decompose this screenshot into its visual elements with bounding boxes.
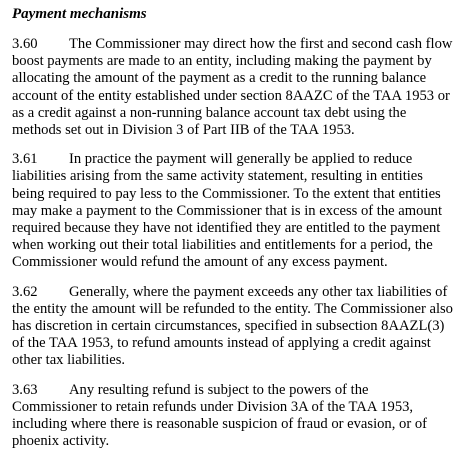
paragraph-3-63 bbox=[12, 382, 457, 451]
paragraph-text: In practice the payment will generally be applied to reduce liabilities arising from the same activity statement, resulting in entities being required to pay less to the Commissioner. To the extent that entities may make a payment to the Commissioner that is in excess of the amount required because they have not identified they are entitled to the payment when working out their total liabilities and entitlements for a period, the Commissioner would refund the amount of any excess payment. bbox=[12, 151, 443, 271]
paragraph-number: 3.63 bbox=[12, 381, 38, 398]
paragraph-3-62 bbox=[12, 284, 457, 370]
paragraph-text: Any resulting refund is subject to the powers of the Commissioner to retain refunds under Division 3A of the TAA 1953, including where there is reasonable suspicion of fraud or evasion, or of phoenix activity. bbox=[12, 381, 427, 450]
paragraph-number: 3.60 bbox=[12, 36, 38, 52]
section-heading: Payment mechanisms bbox=[12, 6, 147, 22]
paragraph-text: The Commissioner may direct how the first and second cash flow boost payments are made to an entity, including making the payment by allocating the amount of the payment as a credit to the running balance account of the entity established under section 8AAZC of the TAA 1953 or as a credit against a non-running balance account tax debt using the methods set out in Division 3 of Part IIB of the TAA 1953. bbox=[12, 36, 453, 139]
paragraph-3-60 bbox=[12, 36, 457, 139]
paragraph-number: 3.62 bbox=[12, 283, 38, 300]
paragraph-number: 3.61 bbox=[12, 151, 38, 168]
paragraph-3-61 bbox=[12, 151, 457, 271]
paragraph-text: Generally, where the payment exceeds any other tax liabilities of the entity the amount will be refunded to the entity. The Commissioner also has discretion in certain circumstances, specified in subsection 8AAZL(3) of the TAA 1953, to refund amounts instead of applying a credit against other tax liabilities. bbox=[12, 283, 453, 369]
document-page bbox=[12, 0, 457, 462]
